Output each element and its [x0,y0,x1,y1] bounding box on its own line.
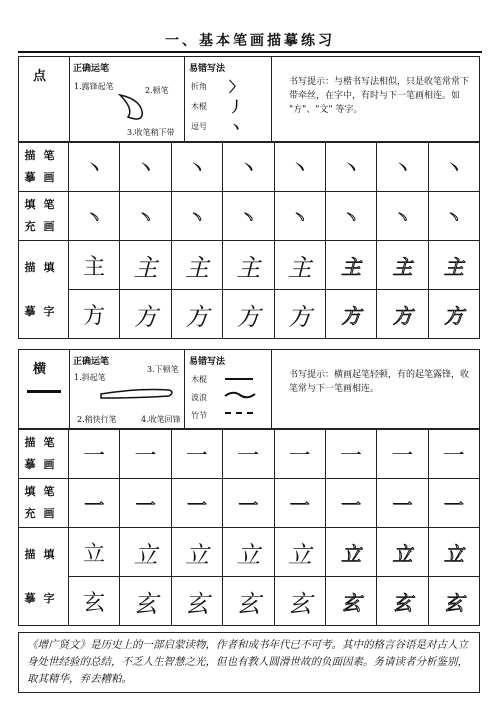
fill-char-zhu[interactable]: 主 [377,241,428,290]
fill-cell[interactable]: 一 [274,479,325,528]
dot-demo-panel: 点 正确运笔 1.露锋起笔 2.顿笔 3.收笔稍下带 易错写法 折角 木棍 逗号 〉 丿 ヽ 书写提示：与楷书写法相似，只是收笔常常下带牵丝，在字中，有时与下一笔画相连。如 "方"、"文" 等字。 [18,56,480,142]
fill-cell[interactable]: 丶 [171,192,222,241]
trace-cell[interactable]: 一 [223,430,274,479]
horizontal-stroke-sample [27,390,61,393]
trace-char-fang[interactable]: 方 [274,290,325,339]
dot-practice-grid: 描笔 摹画 丶 丶 丶 丶 丶 丶 丶 丶 填笔 充画 丶 丶 丶 丶 丶 丶 丶 丶 描填 摹字 主 主 主 主 主 主 主 主 方 方 方 方 方 方 方 方 [18,142,480,339]
dot-stroke-name: 点 [33,69,47,84]
trace-cell[interactable]: 丶 [377,143,428,192]
fill-cell[interactable]: 丶 [69,192,120,241]
fill-cell[interactable]: 一 [428,479,479,528]
dot-wrong-heading: 易错写法 [189,64,226,74]
fill-cell[interactable]: 丶 [377,192,428,241]
trace-char-fang[interactable]: 方 [223,290,274,339]
trace-char-zhu[interactable]: 主 [171,241,222,290]
trace-cell[interactable]: 丶 [69,143,120,192]
footer-note: 《增广贤文》是历史上的一部启蒙读物，作者和成书年代已不可考。其中的格言谷语是对古人立身处世经验的总结，不乏人生智慧之光，但也有教人圆滑世故的负面因素。务请读者分析鉴别，取其精华，弃去糟粕。 [18,632,480,693]
dot-step-1: 1.露锋起笔 [74,82,114,91]
horizontal-demo-panel [18,349,480,429]
dot-writing-tip: 书写提示：与楷书写法相似，只是收笔常常下带牵丝，在字中，有时与下一笔画相连。如 "方"、"文" 等字。 [289,77,470,115]
trace-char-zhu[interactable]: 主 [223,241,274,290]
fill-char-li[interactable]: 立 [325,528,376,577]
trace-cell[interactable]: 一 [171,430,222,479]
fill-cell[interactable]: 一 [171,479,222,528]
trace-cell[interactable]: 丶 [120,143,171,192]
trace-char-li[interactable]: 立 [274,528,325,577]
dot-step-3: 3.收笔稍下带 [127,128,175,137]
fill-char-zhu[interactable]: 主 [325,241,376,290]
trace-char-li[interactable]: 立 [223,528,274,577]
model-char-xuan: 玄 [69,577,120,626]
horizontal-wrong-2: 波浪 [191,393,207,402]
trace-cell[interactable]: 一 [274,430,325,479]
fill-char-zhu[interactable]: 主 [428,241,479,290]
fill-char-xuan[interactable]: 玄 [325,577,376,626]
horizontal-step-2: 2.稍快行笔 [77,415,117,424]
trace-cell[interactable]: 一 [428,430,479,479]
horizontal-correct-heading: 正确运笔 [73,357,110,367]
horizontal-step-3: 3.下顿笔 [147,365,179,374]
title-rule [18,51,482,53]
fill-char-xuan[interactable]: 玄 [428,577,479,626]
fill-char-fang[interactable]: 方 [325,290,376,339]
model-char-fang: 方 [69,290,120,339]
trace-char-xuan[interactable]: 玄 [171,577,222,626]
fill-cell[interactable]: 一 [377,479,428,528]
trace-cell[interactable]: 丶 [325,143,376,192]
dot-wrong-3: 逗号 [191,122,207,131]
fill-cell[interactable]: 丶 [325,192,376,241]
trace-char-li[interactable]: 立 [120,528,171,577]
page-title: 一、基本笔画描摹练习 [165,33,335,49]
trace-cell[interactable]: 一 [69,430,120,479]
fill-char-xuan[interactable]: 玄 [377,577,428,626]
model-char-zhu: 主 [69,241,120,290]
trace-cell[interactable]: 丶 [171,143,222,192]
dot-wrong-1: 折角 [191,82,207,91]
fill-char-li[interactable]: 立 [428,528,479,577]
fill-cell[interactable]: 丶 [428,192,479,241]
dot-wrong-2: 木棍 [191,102,207,111]
practice-sheet [18,56,480,626]
trace-char-xuan[interactable]: 玄 [274,577,325,626]
horizontal-stroke-diagram [97,384,177,404]
horizontal-practice-grid: 描笔 摹画 一 一 一 一 一 一 一 一 填笔 充画 一 一 一 一 一 一 一 一 描填 摹字 立 立 立 立 立 立 立 立 玄 玄 玄 玄 玄 玄 玄 玄 [18,429,480,626]
fill-cell[interactable]: 一 [223,479,274,528]
horizontal-wrong-heading: 易错写法 [189,357,226,367]
trace-cell[interactable]: 丶 [223,143,274,192]
trace-char-zhu[interactable]: 主 [120,241,171,290]
fill-cell[interactable]: 丶 [223,192,274,241]
fill-cell[interactable]: 一 [120,479,171,528]
horizontal-wrong-1: 木棍 [191,375,207,384]
trace-cell[interactable]: 一 [377,430,428,479]
trace-char-zhu[interactable]: 主 [274,241,325,290]
fill-char-li[interactable]: 立 [377,528,428,577]
fill-cell[interactable]: 一 [69,479,120,528]
horizontal-step-4: 4.收笔回锋 [141,415,181,424]
trace-char-fang[interactable]: 方 [171,290,222,339]
fill-char-fang[interactable]: 方 [377,290,428,339]
trace-cell[interactable]: 一 [120,430,171,479]
dot-step-2: 2.顿笔 [145,86,169,95]
horizontal-stroke-name: 横 [33,362,47,377]
trace-char-li[interactable]: 立 [171,528,222,577]
fill-cell[interactable]: 丶 [120,192,171,241]
horizontal-step-1: 1.斜起笔 [74,373,106,382]
horizontal-writing-tip: 书写提示：横画起笔轻顿，有的起笔露锋，收笔常与下一笔画相连。 [289,370,470,394]
trace-cell[interactable]: 丶 [428,143,479,192]
trace-cell[interactable]: 一 [325,430,376,479]
model-char-li: 立 [69,528,120,577]
trace-char-xuan[interactable]: 玄 [223,577,274,626]
trace-char-fang[interactable]: 方 [120,290,171,339]
dot-stroke-diagram [114,87,154,127]
fill-cell[interactable]: 丶 [274,192,325,241]
trace-char-xuan[interactable]: 玄 [120,577,171,626]
trace-cell[interactable]: 丶 [274,143,325,192]
fill-cell[interactable]: 一 [325,479,376,528]
horizontal-wrong-3: 竹节 [191,411,207,420]
dot-correct-heading: 正确运笔 [73,64,110,74]
fill-char-fang[interactable]: 方 [428,290,479,339]
